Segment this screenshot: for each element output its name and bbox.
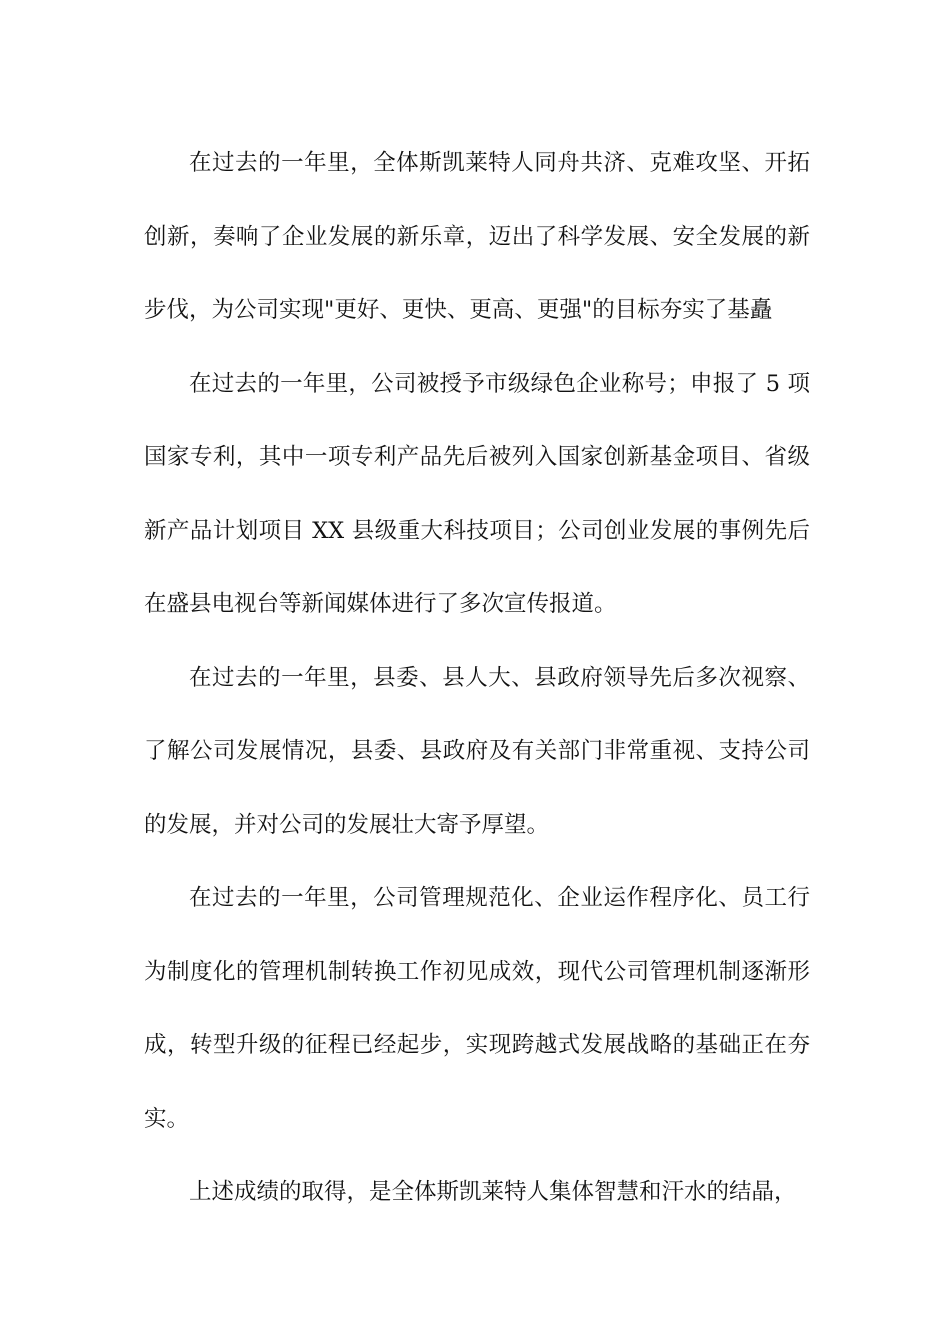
paragraph-1: 在过去的一年里，全体斯凯莱特人同舟共济、克难攻坚、开拓创新，奏响了企业发展的新乐章，迈出了科学发展、安全发展的新步伐，为公司实现"更好、更快、更高、更强"的目标夯实了基矗 <box>144 150 810 323</box>
paragraph-4: 在过去的一年里，公司管理规范化、企业运作程序化、员工行为制度化的管理机制转换工作初见成效，现代公司管理机制逐渐形成，转型升级的征程已经起步，实现跨越式发展战略的基础正在夯实。 <box>144 885 810 1132</box>
paragraph-3: 在过去的一年里，县委、县人大、县政府领导先后多次视察、了解公司发展情况，县委、县政府及有关部门非常重视、支持公司的发展，并对公司的发展壮大寄予厚望。 <box>144 664 810 838</box>
paragraph-5: 上述成绩的取得，是全体斯凯莱特人集体智慧和汗水的结晶， <box>189 1179 797 1205</box>
paragraph-2: 在过去的一年里，公司被授予市级绿色企业称号；申报了 5 项国家专利，其中一项专利产品先后被列入国家创新基金项目、省级新产品计划项目 XX 县级重大科技项目；公司创业发展的事例先后在盛县电视台等新闻媒体进行了多次宣传报道。 <box>144 370 810 617</box>
document-body <box>144 127 810 1230</box>
